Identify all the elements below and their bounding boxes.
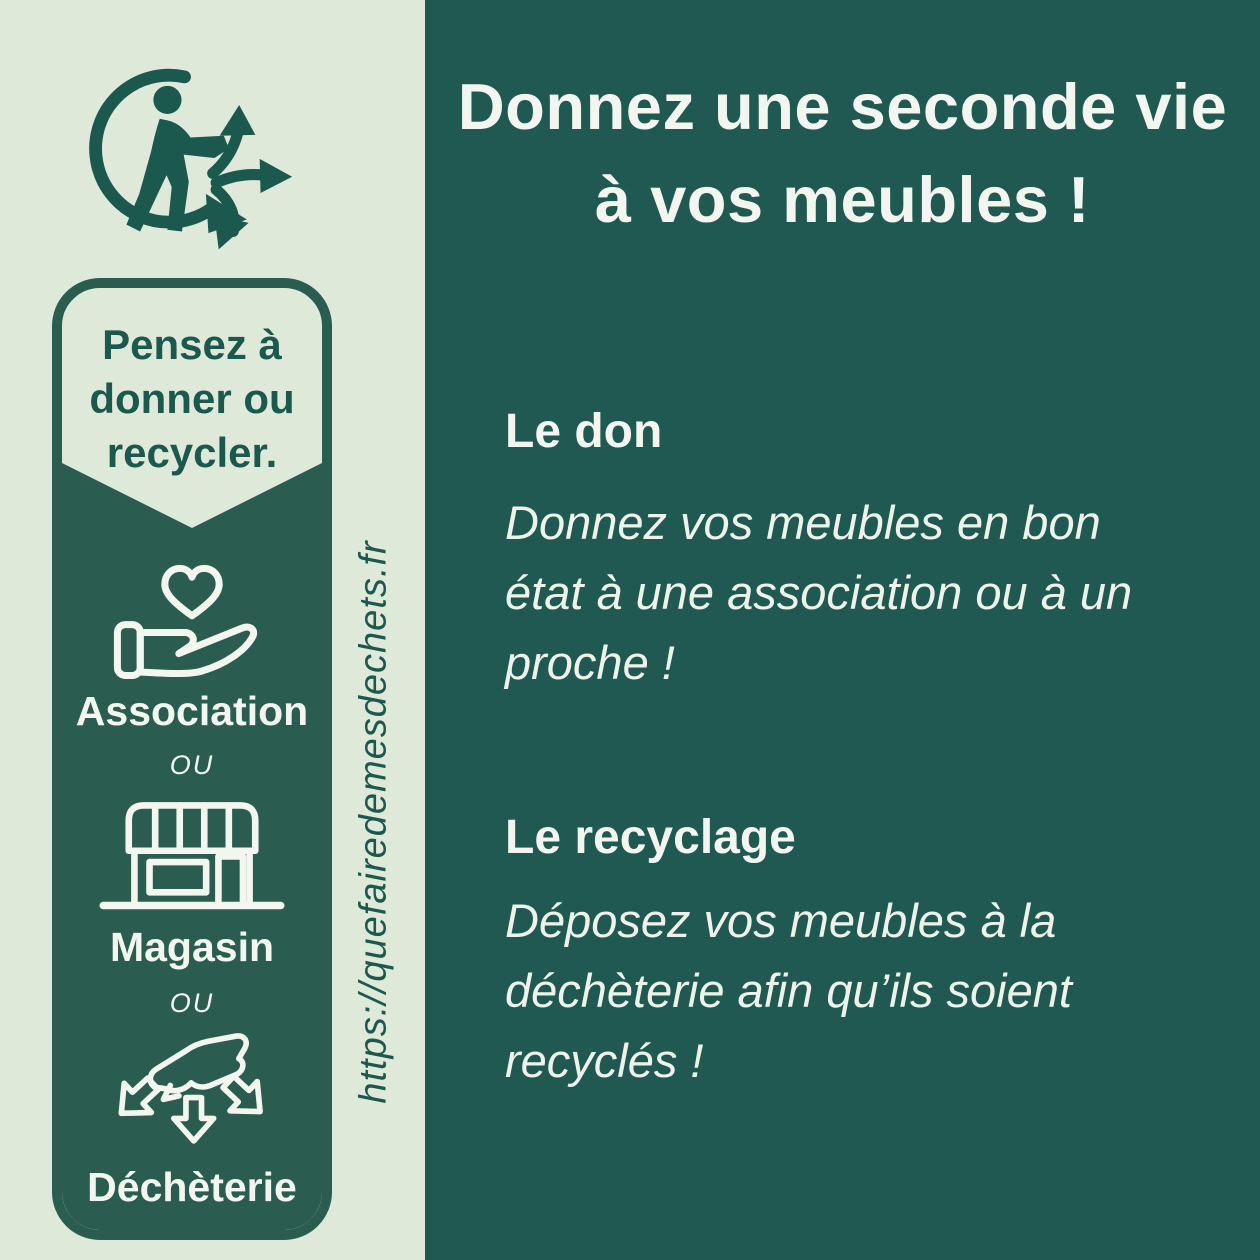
body-line: état à une association ou à un [505,566,1133,619]
hand-dropping-waste-icon [102,1030,282,1165]
section-heading-recyclage: Le recyclage [505,811,796,864]
banner-headline [62,318,322,480]
section-heading-don: Le don [505,405,663,458]
separator-ou: OU [169,988,215,1018]
content-panel [425,0,1260,1260]
page-title-line: à vos meubles ! [594,163,1091,236]
body-line: Donnez vos meubles en bon [505,496,1101,549]
page-title-line: Donnez une seconde vie [457,70,1228,143]
body-line: déchèterie afin qu’ils soient [505,964,1072,1017]
banner-headline-line: recycler. [106,429,278,476]
separator-ou: OU [169,750,215,780]
option-label-decheterie: Déchèterie [87,1164,297,1210]
body-line: Déposez vos meubles à la [505,894,1057,947]
website-url: https://quefairedemesdechets.fr [352,540,395,1104]
storefront-icon [97,796,287,919]
page-title [425,60,1260,246]
donation-options-banner [52,278,332,1240]
heart-in-hand-icon [102,550,282,691]
triman-recycling-logo-icon [88,50,293,265]
section-body-recyclage [505,886,1072,1096]
body-line: proche ! [505,636,675,689]
option-label-association: Association [75,688,309,734]
section-body-don [505,488,1132,698]
option-label-magasin: Magasin [109,924,275,970]
body-line: recyclés ! [505,1034,704,1087]
banner-headline-line: donner ou [89,375,295,422]
banner-headline-line: Pensez à [102,321,282,368]
